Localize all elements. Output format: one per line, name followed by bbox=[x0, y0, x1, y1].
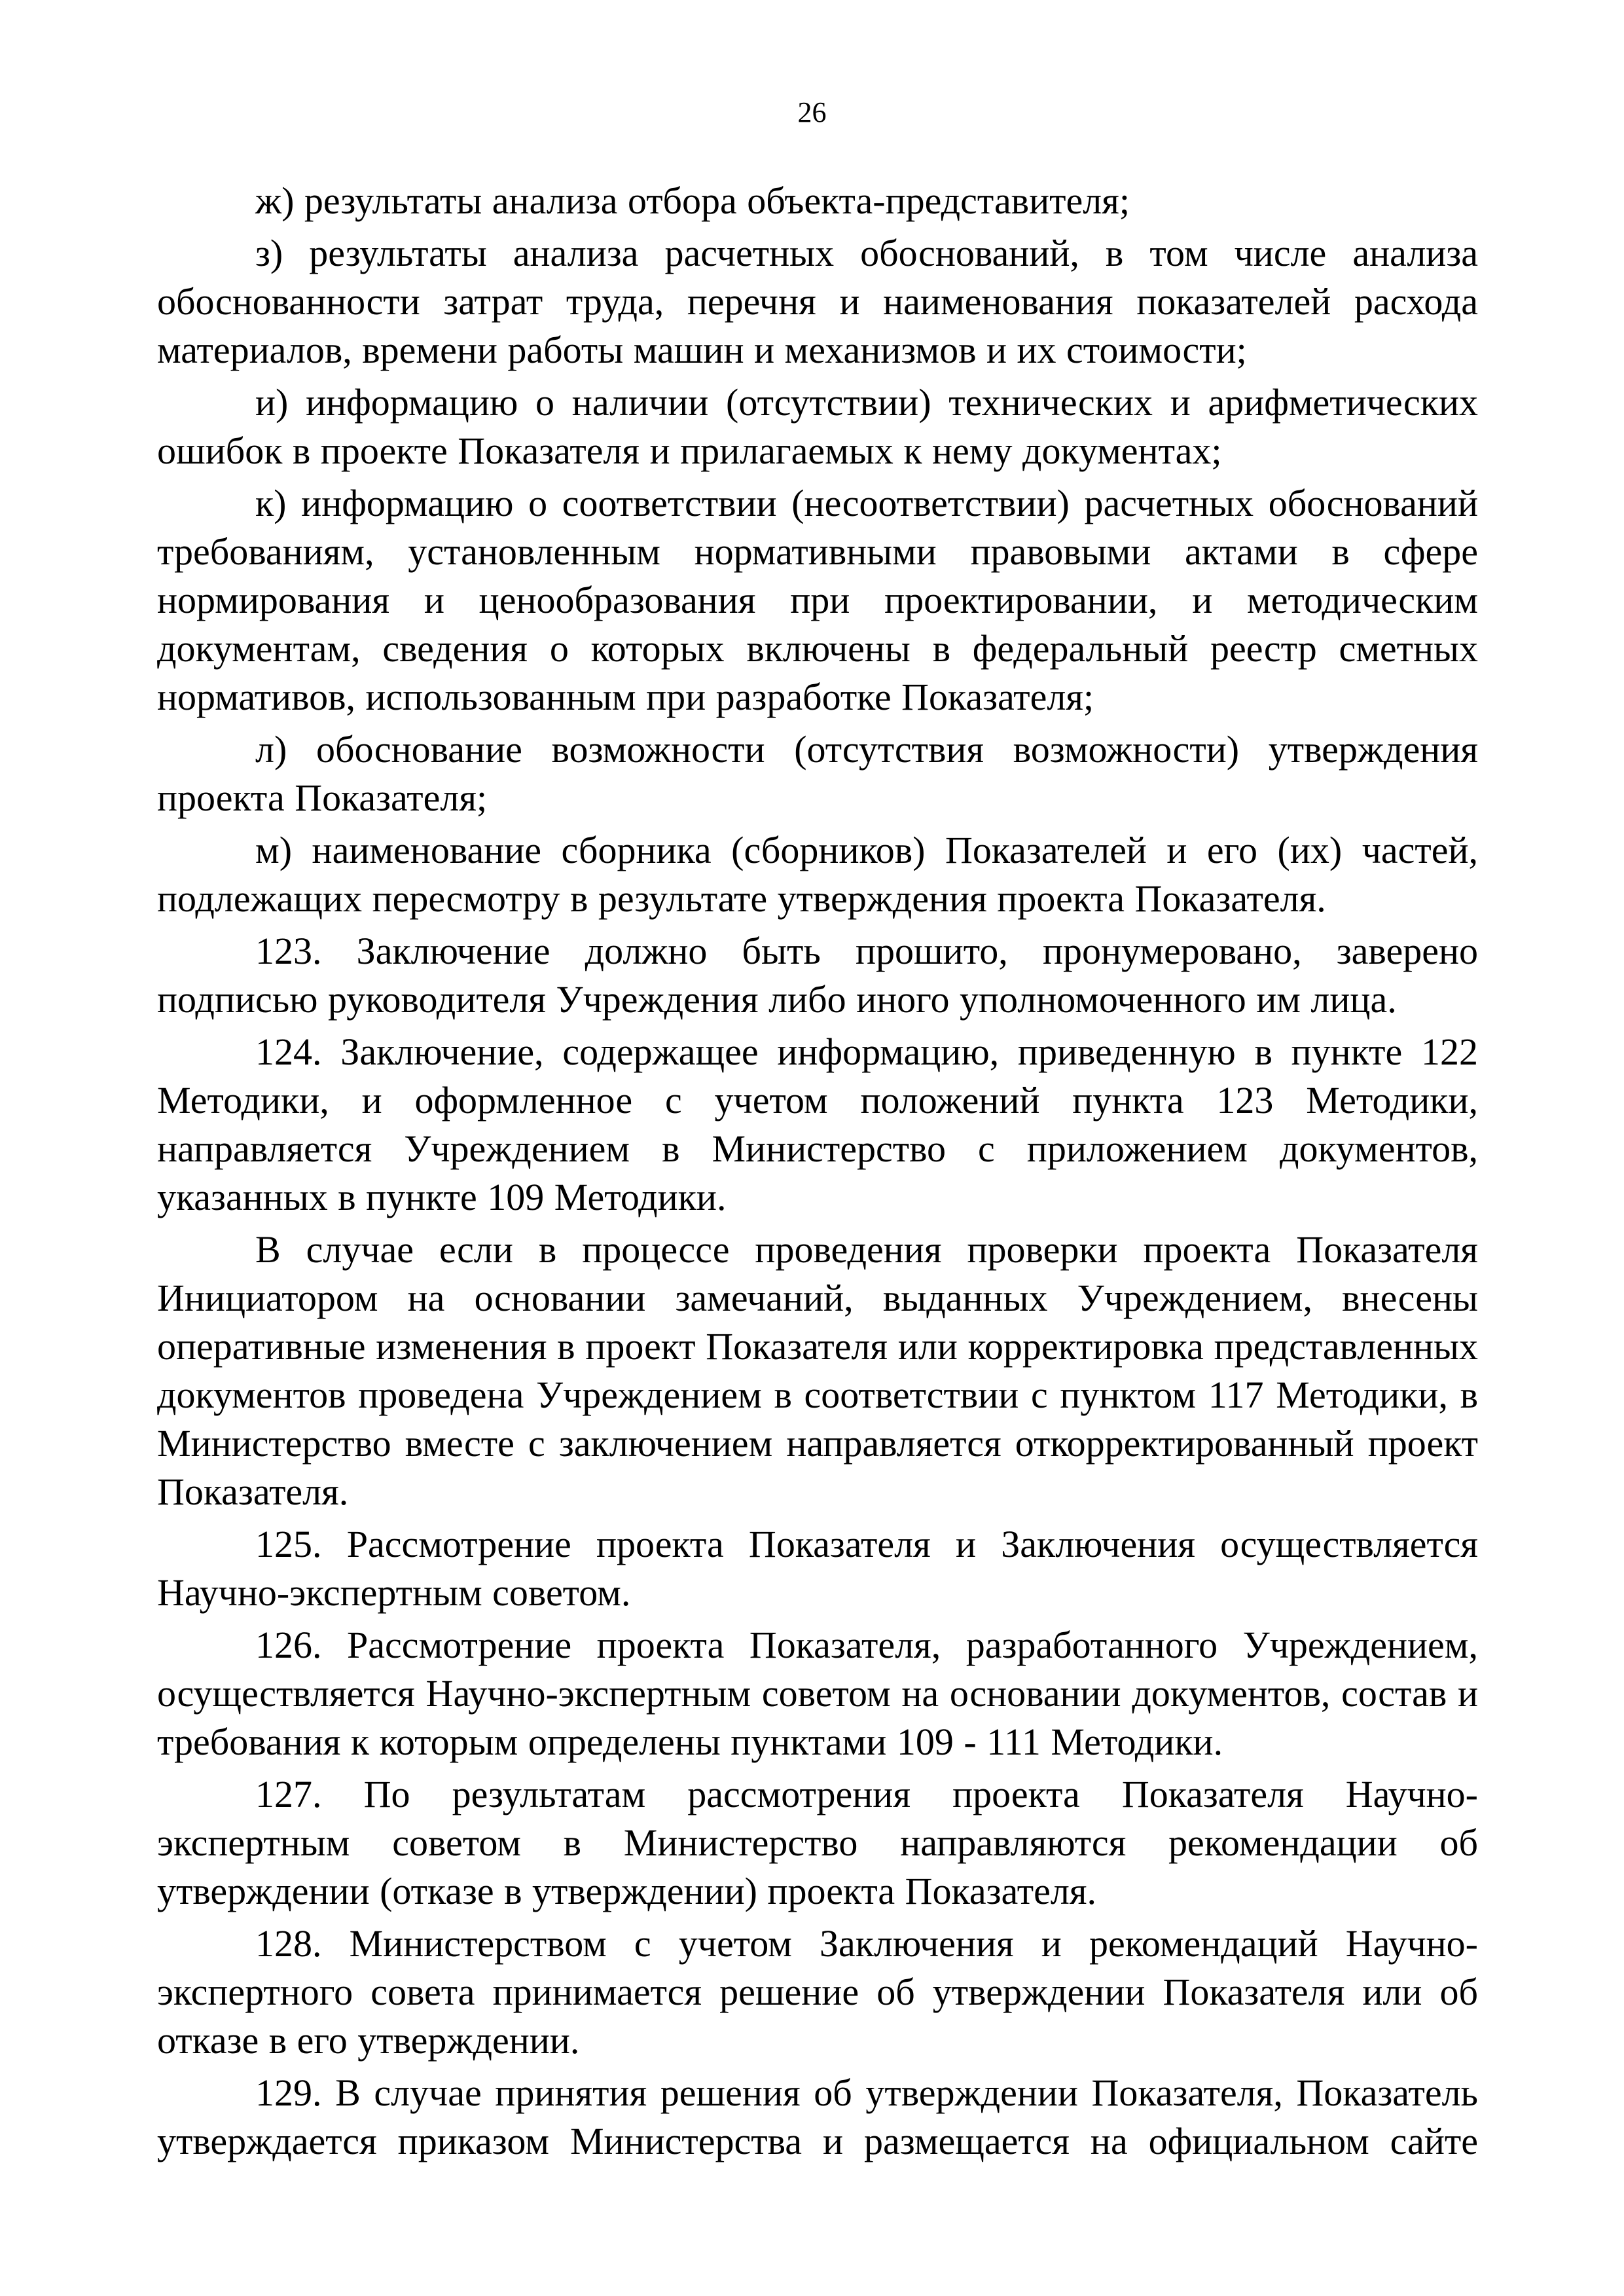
paragraph-128: 128. Министерством с учетом Заключения и рекомендаций Научно-экспертного совета принимается решение об утверждении Показателя или об отказе в его утверждении. bbox=[157, 1922, 1478, 2062]
document-body bbox=[157, 177, 1478, 2170]
paragraph-126: 126. Рассмотрение проекта Показателя, разработанного Учреждением, осуществляется Научно-экспертным советом на основании документов, состав и требования к которым определены пунктами 109 - 111 Методики. bbox=[157, 1624, 1478, 1763]
paragraph-k-compliance-info: к) информацию о соответствии (несоответствии) расчетных обоснований требованиям, установленным нормативными правовыми актами в сфере нормирования и ценообразования при проектировании, и методическим документам, сведения о которых включены в федеральный реестр сметных нормативов, использованным при разработке Показателя; bbox=[157, 482, 1478, 718]
paragraph-m-collection-name: м) наименование сборника (сборников) Показателей и его (их) частей, подлежащих пересмотру в результате утверждения проекта Показателя. bbox=[157, 829, 1478, 920]
paragraph-l-approval-justification: л) обоснование возможности (отсутствия возможности) утверждения проекта Показателя; bbox=[157, 728, 1478, 819]
paragraph-125: 125. Рассмотрение проекта Показателя и Заключения осуществляется Научно-экспертным советом. bbox=[157, 1523, 1478, 1614]
page-number: 26 bbox=[797, 96, 827, 128]
paragraph-123: 123. Заключение должно быть прошито, пронумеровано, заверено подписью руководителя Учреждения либо иного уполномоченного им лица. bbox=[157, 930, 1478, 1021]
paragraph-zh-selection-analysis: ж) результаты анализа отбора объекта-представителя; bbox=[255, 179, 1130, 222]
paragraph-z-calculation-analysis: з) результаты анализа расчетных обоснований, в том числе анализа обоснованности затрат труда, перечня и наименования показателей расхода материалов, времени работы машин и механизмов и их стоимости; bbox=[157, 232, 1478, 371]
paragraph-124: 124. Заключение, содержащее информацию, приведенную в пункте 122 Методики, и оформленное с учетом положений пункта 123 Методики, направляется Учреждением в Министерство с приложением документов, указанных в пункте 109 Методики. bbox=[157, 1030, 1478, 1218]
paragraph-127: 127. По результатам рассмотрения проекта Показателя Научно-экспертным советом в Министерство направляются рекомендации об утверждении (отказе в утверждении) проекта Показателя. bbox=[157, 1773, 1478, 1912]
paragraph-129: 129. В случае принятия решения об утверждении Показателя, Показатель утверждается приказом Министерства и размещается на официальном сайте bbox=[157, 2071, 1478, 2162]
paragraph-124-corrections: В случае если в процессе проведения проверки проекта Показателя Инициатором на основании замечаний, выданных Учреждением, внесены оперативные изменения в проект Показателя или корректировка представленных документов проведена Учреждением в соответствии с пунктом 117 Методики, в Министерство вместе с заключением направляется откорректированный проект Показателя. bbox=[157, 1228, 1478, 1513]
paragraph-i-errors-info: и) информацию о наличии (отсутствии) технических и арифметических ошибок в проекте Показателя и прилагаемых к нему документах; bbox=[157, 381, 1478, 472]
